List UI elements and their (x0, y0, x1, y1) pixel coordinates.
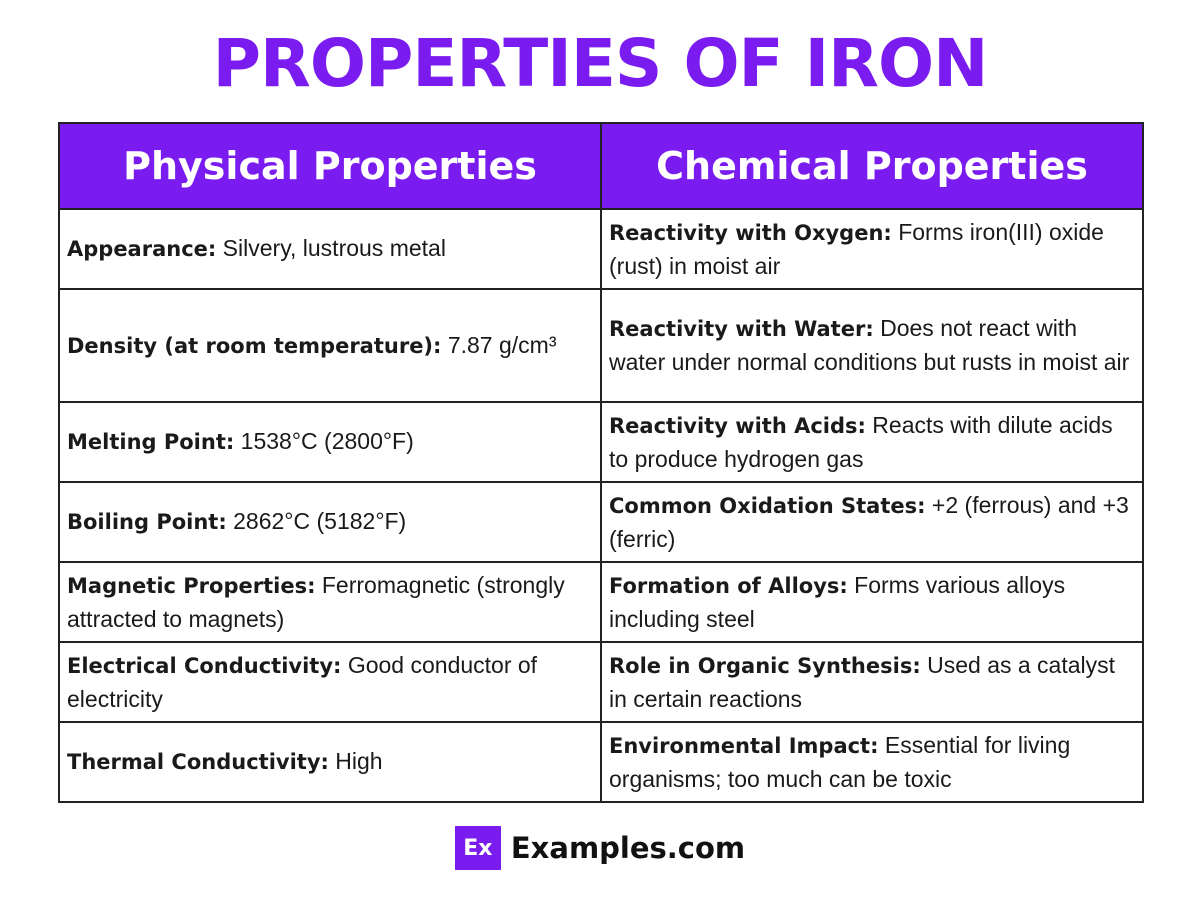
physical-properties-header: Physical Properties (59, 123, 601, 209)
table-row (59, 402, 1143, 482)
table-row (59, 482, 1143, 562)
physical-cell (59, 402, 601, 482)
property-label: Appearance: (67, 237, 217, 261)
property-label: Melting Point: (67, 430, 235, 454)
physical-cell (59, 482, 601, 562)
table-row (59, 289, 1143, 402)
property-label: Boiling Point: (67, 510, 227, 534)
table-row (59, 722, 1143, 802)
property-value: Forms iron(III) oxide (rust) in moist air (609, 218, 1104, 279)
physical-cell (59, 562, 601, 642)
property-value: High (328, 748, 383, 774)
property-value: 2862°C (5182°F) (226, 508, 407, 534)
property-value: Ferromagnetic (strongly attracted to magnets) (67, 571, 565, 632)
property-label: Reactivity with Oxygen: (609, 220, 892, 245)
property-value: Does not react with water under normal conditions but rusts in moist air (609, 315, 1130, 375)
table-row (59, 562, 1143, 642)
chemical-cell (601, 642, 1143, 722)
chemical-properties-header: Chemical Properties (601, 123, 1143, 209)
property-label: Density (at room temperature): (67, 333, 442, 358)
property-value: Good conductor of electricity (67, 651, 538, 712)
footer-brand[interactable] (0, 825, 1200, 871)
examples-logo-icon: Ex (455, 826, 501, 870)
brand-name: Examples.com (510, 831, 746, 865)
property-value: Essential for living organisms; too much can be toxic (609, 731, 1071, 792)
chemical-cell (601, 482, 1143, 562)
table-header-row (59, 123, 1143, 209)
property-label: Reactivity with Water: (609, 317, 874, 341)
chemical-cell (601, 722, 1143, 802)
property-label: Thermal Conductivity: (67, 750, 329, 774)
property-value: Forms various alloys including steel (609, 571, 1066, 632)
chemical-cell (601, 402, 1143, 482)
property-value: Silvery, lustrous metal (216, 235, 446, 261)
property-value: Reacts with dilute acids to produce hydrogen gas (609, 411, 1113, 472)
table-row (59, 642, 1143, 722)
page-title: PROPERTIES OF IRON (212, 25, 988, 102)
property-label: Electrical Conductivity: (67, 653, 342, 678)
physical-cell (59, 642, 601, 722)
property-label: Common Oxidation States: (609, 493, 926, 518)
properties-table (58, 122, 1144, 803)
property-value: 1538°C (2800°F) (234, 428, 414, 454)
property-label: Role in Organic Synthesis: (609, 653, 921, 678)
property-label: Environmental Impact: (609, 733, 879, 758)
property-label: Formation of Alloys: (609, 573, 848, 598)
chemical-cell (601, 562, 1143, 642)
physical-cell (59, 289, 601, 402)
property-value: Used as a catalyst in certain reactions (609, 651, 1116, 712)
table-row (59, 209, 1143, 289)
property-value: +2 (ferrous) and +3 (ferric) (609, 491, 1129, 552)
property-label: Reactivity with Acids: (609, 413, 866, 438)
property-label: Magnetic Properties: (67, 573, 316, 598)
physical-cell (59, 722, 601, 802)
physical-cell (59, 209, 601, 289)
chemical-cell (601, 209, 1143, 289)
property-value: 7.87 g/cm³ (441, 331, 557, 358)
chemical-cell (601, 289, 1143, 402)
